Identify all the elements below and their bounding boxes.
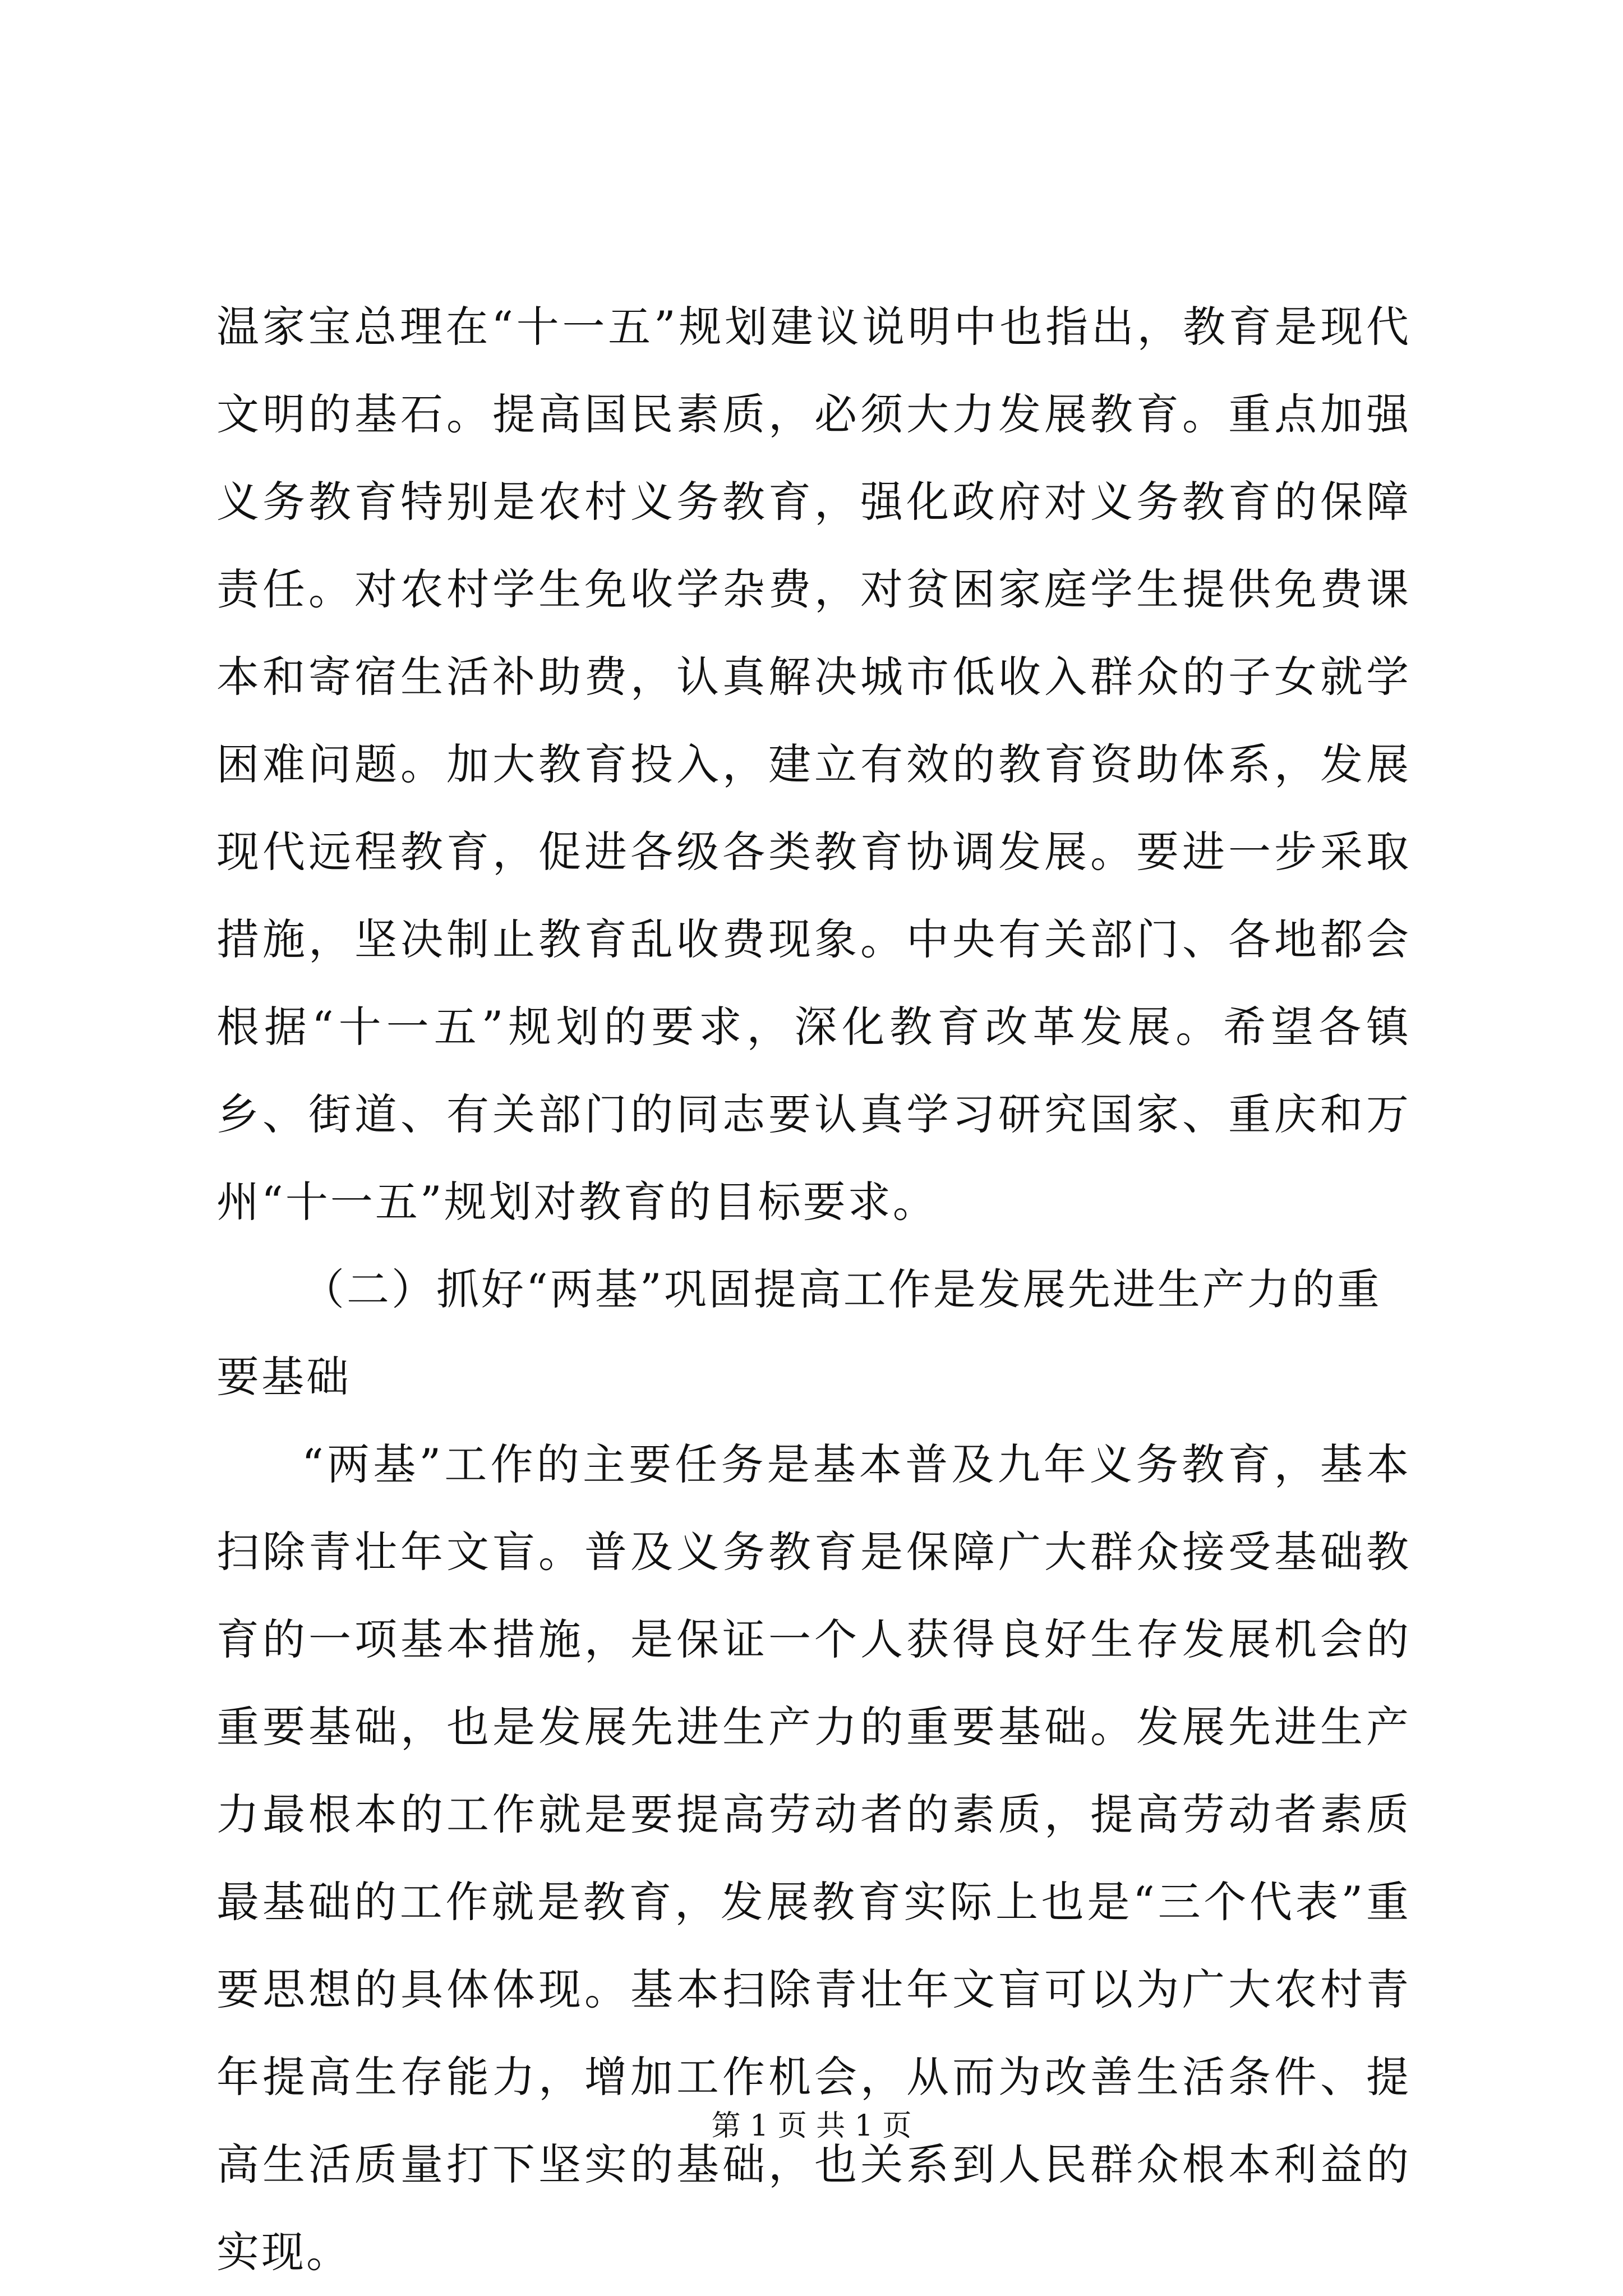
document-body [216, 283, 1411, 2296]
paragraph-1: 温家宝总理在“十一五”规划建议说明中也指出，教育是现代文明的基石。提高国民素质，必须大力发展教育。重点加强义务教育特别是农村义务教育，强化政府对义务教育的保障责任。对农村学生免收学杂费，对贫困家庭学生提供免费课本和寄宿生活补助费，认真解决城市低收入群众的子女就学困难问题。加大教育投入，建立有效的教育资助体系，发展现代远程教育，促进各级各类教育协调发展。要进一步采取措施，坚决制止教育乱收费现象。中央有关部门、各地都会根据“十一五”规划的要求，深化教育改革发展。希望各镇乡、街道、有关部门的同志要认真学习研究国家、重庆和万州“十一五”规划对教育的目标要求。 [216, 302, 1411, 1227]
paragraph-2: “两基”工作的主要任务是基本普及九年义务教育，基本扫除青壮年文盲。普及义务教育是保障广大群众接受基础教育的一项基本措施，是保证一个人获得良好生存发展机会的重要基础，也是发展先进生产力的重要基础。发展先进生产力最根本的工作就是要提高劳动者的素质，提高劳动者素质最基础的工作就是教育，发展教育实际上也是“三个代表”重要思想的具体体现。基本扫除青壮年文盲可以为广大农村青年提高生存能力，增加工作机会，从而为改善生活条件、提高生活质量打下坚实的基础，也关系到人民群众根本利益的实现。 [216, 1439, 1411, 2277]
section-heading-2: （二）抓好“两基”巩固提高工作是发展先进生产力的重要基础 [216, 1264, 1382, 1402]
page-footer: 第 1 页 共 1 页 [711, 2109, 912, 2143]
